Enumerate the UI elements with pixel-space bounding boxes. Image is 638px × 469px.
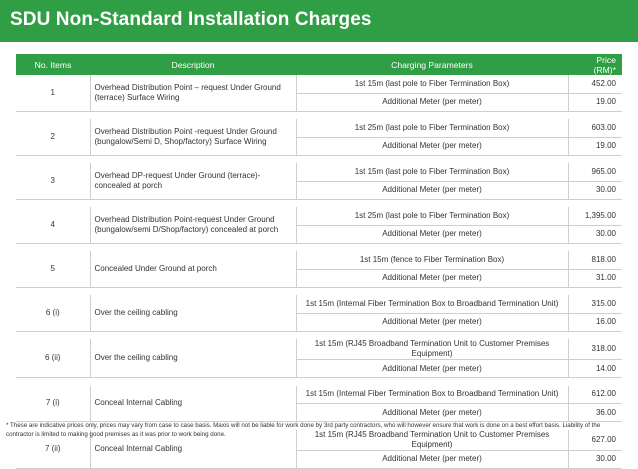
charges-table-container [16,54,622,469]
footnote: * These are indicative prices only, prices may vary from case to case basis. Maxis will not be liable for work done by 3rd party contractors, who will however ensure that work is done on a best effort basis. Liability of the contractor is limited to making good premises as it was prior to work being done. [6,422,601,438]
price-value: 318.00 [568,339,622,360]
item-description: Concealed Under Ground at porch [90,251,296,287]
price-value: 965.00 [568,163,622,181]
charges-table [16,54,622,469]
price-value: 315.00 [568,295,622,313]
item-number: 3 [16,163,90,199]
price-value: 30.00 [568,225,622,243]
item-description: Over the ceiling cabling [90,295,296,331]
charging-parameter: Additional Meter (per meter) [296,313,568,331]
item-description: Overhead Distribution Point -request Under Ground (bungalow/Semi D, Shop/factory) Surface Wiring [90,119,296,155]
item-number: 7 (i) [16,386,90,422]
price-value: 627.00 [568,430,622,451]
table-row [16,251,622,269]
charging-parameter: Additional Meter (per meter) [296,450,568,468]
row-spacer-cell [16,378,622,386]
row-spacer-cell [16,199,622,207]
price-value: 14.00 [568,360,622,378]
table-header-row [16,54,622,75]
row-spacer [16,378,622,386]
charging-parameter: Additional Meter (per meter) [296,404,568,422]
item-description: Conceal Internal Cabling [90,430,296,469]
charging-parameter: Additional Meter (per meter) [296,269,568,287]
price-value: 612.00 [568,386,622,404]
column-header-no: No. Items [16,54,90,75]
column-header-description: Description [90,54,296,75]
table-row [16,295,622,313]
item-number: 6 (ii) [16,339,90,378]
page-title: SDU Non-Standard Installation Charges [10,9,372,30]
row-spacer [16,243,622,251]
charging-parameter: 1st 15m (Internal Fiber Termination Box to Broadband Termination Unit) [296,386,568,404]
charging-parameter: 1st 15m (RJ45 Broadband Termination Unit to Customer Premises Equipment) [296,339,568,360]
charging-parameter: Additional Meter (per meter) [296,181,568,199]
row-spacer [16,331,622,339]
price-value: 452.00 [568,75,622,93]
table-row [16,339,622,360]
item-number: 2 [16,119,90,155]
price-value: 818.00 [568,251,622,269]
charging-parameter: Additional Meter (per meter) [296,360,568,378]
table-row [16,163,622,181]
charging-parameter: 1st 15m (last pole to Fiber Termination Box) [296,75,568,93]
row-spacer-cell [16,287,622,295]
column-header-price: Price (RM)* [568,54,622,75]
item-number: 5 [16,251,90,287]
item-description: Overhead Distribution Point – request Under Ground (terrace) Surface Wiring [90,75,296,111]
row-spacer [16,287,622,295]
row-spacer [16,155,622,163]
table-row [16,119,622,137]
row-spacer-cell [16,331,622,339]
row-spacer-cell [16,111,622,119]
price-value: 31.00 [568,269,622,287]
price-value: 19.00 [568,93,622,111]
table-body [16,75,622,468]
price-value: 16.00 [568,313,622,331]
item-number: 6 (i) [16,295,90,331]
charging-parameter: Additional Meter (per meter) [296,137,568,155]
row-spacer [16,199,622,207]
charging-parameter: 1st 25m (last pole to Fiber Termination Box) [296,119,568,137]
row-spacer [16,111,622,119]
column-header-parameters: Charging Parameters [296,54,568,75]
item-description: Overhead Distribution Point-request Under Ground (bungalow/semi D/Shop/factory) concealed at porch [90,207,296,243]
table-row [16,75,622,93]
price-value: 36.00 [568,404,622,422]
item-number: 7 (ii) [16,430,90,469]
item-number: 4 [16,207,90,243]
price-value: 30.00 [568,450,622,468]
charging-parameter: 1st 15m (Internal Fiber Termination Box to Broadband Termination Unit) [296,295,568,313]
price-value: 19.00 [568,137,622,155]
charging-parameter: 1st 15m (last pole to Fiber Termination Box) [296,163,568,181]
page-header [0,0,638,42]
charging-parameter: Additional Meter (per meter) [296,225,568,243]
charging-parameter: 1st 25m (last pole to Fiber Termination Box) [296,207,568,225]
item-description: Overhead DP-request Under Ground (terrace)-concealed at porch [90,163,296,199]
price-value: 1,395.00 [568,207,622,225]
price-value: 603.00 [568,119,622,137]
row-spacer-cell [16,243,622,251]
item-number: 1 [16,75,90,111]
charging-parameter: 1st 15m (fence to Fiber Termination Box) [296,251,568,269]
table-row [16,386,622,404]
item-description: Conceal Internal Cabling [90,386,296,422]
price-value: 30.00 [568,181,622,199]
charging-parameter: Additional Meter (per meter) [296,93,568,111]
row-spacer-cell [16,155,622,163]
item-description: Over the ceiling cabling [90,339,296,378]
table-row [16,207,622,225]
charging-parameter: 1st 15m (RJ45 Broadband Termination Unit to Customer Premises Equipment) [296,430,568,451]
